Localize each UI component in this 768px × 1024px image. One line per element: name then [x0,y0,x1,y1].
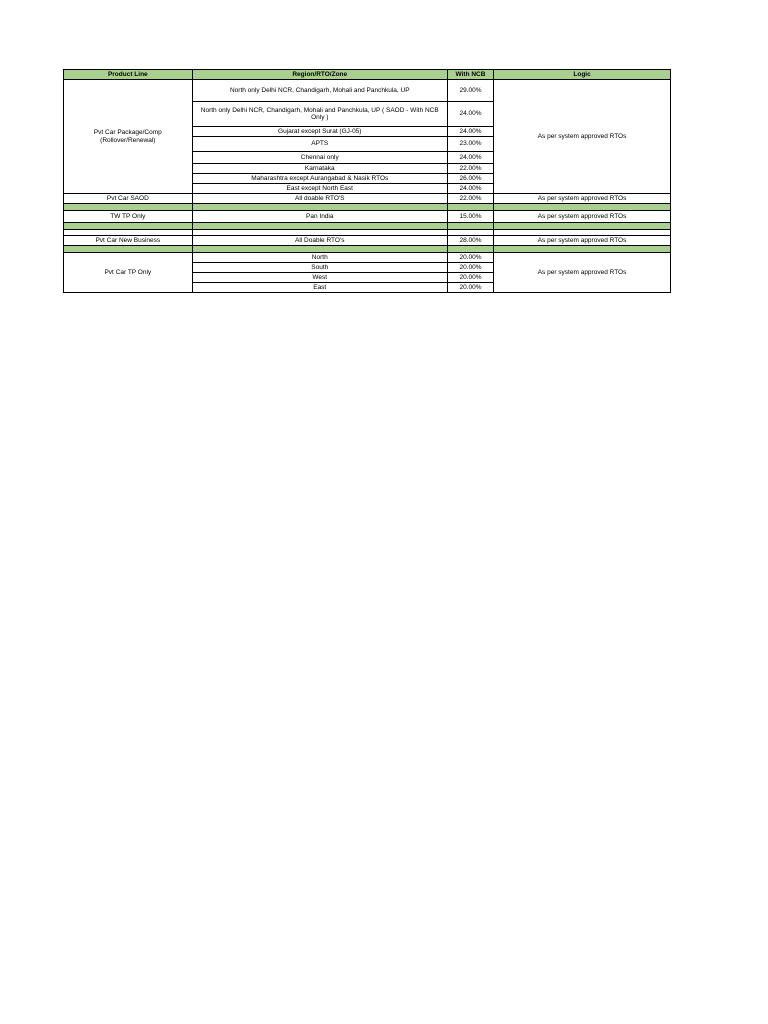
logic-cell: As per system approved RTOs [494,80,671,194]
region-cell: Karnataka [192,164,447,174]
separator-row [64,246,671,253]
ncb-cell: 28.00% [447,236,493,246]
region-cell: All doable RTO'S [192,194,447,204]
header-with-ncb: With NCB [447,70,493,80]
product-cell: Pvt Car New Business [64,236,193,246]
product-cell: Pvt Car SAOD [64,194,193,204]
region-cell: West [192,273,447,283]
table-row [64,194,671,204]
ncb-cell: 22.00% [447,164,493,174]
ncb-cell: 23.00% [447,137,493,152]
product-cell: Pvt Car TP Only [64,253,193,293]
region-cell: Chennai only [192,152,447,164]
ncb-cell: 15.00% [447,211,493,223]
region-cell: Gujarat except Surat (GJ-05) [192,127,447,137]
region-cell: East [192,283,447,293]
table-row [64,80,671,102]
ncb-cell: 24.00% [447,184,493,194]
header-logic: Logic [494,70,671,80]
logic-cell: As per system approved RTOs [494,236,671,246]
rate-table [63,69,671,293]
ncb-cell: 20.00% [447,283,493,293]
table-row [64,211,671,223]
header-region: Region/RTO/Zone [192,70,447,80]
region-cell: South [192,263,447,273]
ncb-cell: 29.00% [447,80,493,102]
ncb-cell: 24.00% [447,127,493,137]
ncb-cell: 26.00% [447,174,493,184]
ncb-cell: 20.00% [447,253,493,263]
region-cell: North [192,253,447,263]
region-cell: Maharashtra except Aurangabad & Nasik RTOs [192,174,447,184]
table-row [64,236,671,246]
region-cell: Pan India [192,211,447,223]
region-cell: North only Delhi NCR, Chandigarh, Mohali and Panchkula, UP ( SAOD - With NCB Only ) [192,102,447,127]
region-cell: East except North East [192,184,447,194]
product-cell: TW TP Only [64,211,193,223]
ncb-cell: 20.00% [447,273,493,283]
ncb-cell: 22.00% [447,194,493,204]
separator-row [64,223,671,230]
logic-cell: As per system approved RTOs [494,211,671,223]
separator-row [64,204,671,211]
ncb-cell: 24.00% [447,102,493,127]
header-row [64,70,671,80]
region-cell: North only Delhi NCR, Chandigarh, Mohali and Panchkula, UP [192,80,447,102]
region-cell: All Doable RTO's [192,236,447,246]
product-cell: Pvt Car Package/Comp (Rollover/Renewal) [64,80,193,194]
ncb-cell: 20.00% [447,263,493,273]
header-product-line: Product Line [64,70,193,80]
ncb-cell: 24.00% [447,152,493,164]
table-row [64,253,671,263]
region-cell: APTS [192,137,447,152]
logic-cell: As per system approved RTOs [494,194,671,204]
logic-cell: As per system approved RTOs [494,253,671,293]
